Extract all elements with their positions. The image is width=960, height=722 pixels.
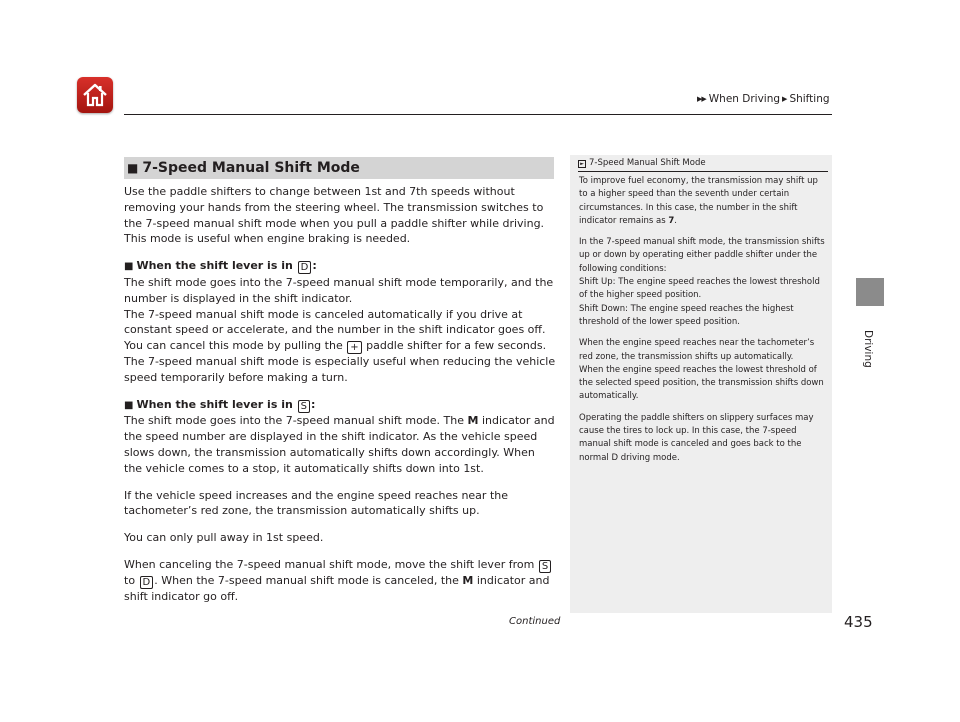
main-column (124, 184, 556, 604)
sidebar-title: ► 7-Speed Manual Shift Mode (578, 158, 706, 168)
subheading-lever-in-s: ■ When the shift lever is in S : (124, 397, 316, 412)
section-heading-bar (124, 157, 554, 179)
d-useful-line: The 7-speed manual shift mode is especially useful when reducing the vehicle speed temporarily before making a turn. (124, 354, 556, 384)
cancel-paragraph: When canceling the 7-speed manual shift mode, move the shift lever from S to D . When the 7-speed manual shift mode is canceled, the M indicator and shift indicator go off. (124, 557, 550, 603)
intro-paragraph: Use the paddle shifters to change between 1st and 7th speeds without removing your hands from the steering wheel. The transmission switches to the 7-speed manual shift mode when you pull a paddle shifter while driving. This mode is useful when engine braking is needed. (124, 185, 545, 246)
chapter-tab-label: Driving (862, 330, 874, 368)
increase-paragraph: If the vehicle speed increases and the engine speed reaches near the tachometer’s red zone, the transmission automatically shifts up. (124, 488, 508, 518)
s-key-icon: S (539, 560, 551, 573)
square-bullet-icon: ■ (124, 399, 134, 411)
home-icon (82, 83, 108, 107)
square-bullet-icon: ■ (127, 161, 139, 175)
continued-label: Continued (509, 616, 561, 627)
note-marker-icon: ► (578, 160, 586, 168)
s-paragraph: The shift mode goes into the 7-speed manual shift mode. The M indicator and the speed number are displayed in the shift indicator. As the vehicle speed slows down, the transmission automatically shifts down accordingly. When the vehicle comes to a stop, it automatically shifts down into 1st. (124, 414, 555, 475)
home-button[interactable] (77, 77, 113, 113)
sidebar-p3b: When the engine speed reaches the lowest threshold of the selected speed position, the transmission shifts down automatically. (579, 364, 824, 402)
breadcrumb (697, 93, 830, 105)
d-line-2: The 7-speed manual shift mode is canceled automatically if you drive at constant speed or accelerate, and the number in the shift indicator goes off. (124, 307, 546, 337)
section-title: 7-Speed Manual Shift Mode (142, 160, 360, 176)
sidebar-p4: Operating the paddle shifters on slippery surfaces may cause the tires to lock up. In this case, the 7-speed manual shift mode is canceled and goes back to the normal D driving mode. (579, 412, 814, 463)
d-cancel-line: You can cancel this mode by pulling the + paddle shifter for a few seconds. (124, 339, 547, 354)
breadcrumb-when-driving[interactable]: When Driving (708, 93, 781, 105)
sidebar-body (579, 175, 829, 465)
plus-paddle-key-icon: + (347, 341, 361, 354)
header-rule (124, 114, 832, 115)
sidebar-p3: When the engine speed reaches near the tachometer’s red zone, the transmission shifts up automatically. (579, 338, 815, 362)
page-number: 435 (844, 613, 873, 631)
sidebar-p2-up: Shift Up: The engine speed reaches the lowest threshold of the higher speed position. (579, 277, 820, 301)
sidebar-p2-down: Shift Down: The engine speed reaches the highest threshold of the lower speed position. (579, 303, 794, 327)
breadcrumb-arrow-icon: ▶ (782, 95, 788, 103)
s-key-icon: S (298, 400, 310, 413)
sidebar-rule (578, 171, 828, 172)
d-key-icon: D (298, 261, 312, 274)
breadcrumb-arrow-icon: ▶▶ (697, 95, 706, 103)
sidebar-p2: In the 7-speed manual shift mode, the transmission shifts up or down by operating either paddle shifter under the following conditions: (579, 237, 825, 274)
square-bullet-icon: ■ (124, 261, 134, 273)
breadcrumb-shifting[interactable]: Shifting (789, 93, 830, 105)
d-line-1: The shift mode goes into the 7-speed manual shift mode temporarily, and the number is displayed in the shift indicator. (124, 275, 554, 305)
subheading-lever-in-d: ■ When the shift lever is in D : (124, 259, 317, 274)
sidebar-note (570, 155, 832, 613)
chapter-tab-marker[interactable] (856, 278, 884, 306)
d-key-icon: D (140, 576, 154, 589)
pull-away-paragraph: You can only pull away in 1st speed. (124, 531, 324, 545)
sidebar-p1: To improve fuel economy, the transmission may shift up to a higher speed than the seventh under certain circumstances. In this case, the number in the shift indicator remains as 7. (579, 176, 818, 226)
